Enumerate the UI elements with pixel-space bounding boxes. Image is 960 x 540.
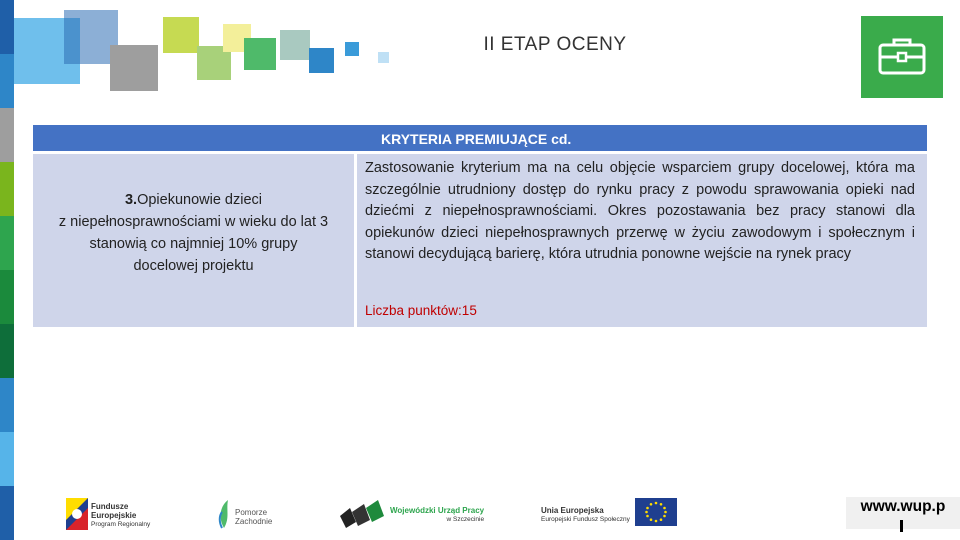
logo4-line2: Europejski Fundusz Społeczny bbox=[541, 516, 630, 523]
fe-flag-icon bbox=[66, 498, 88, 530]
criterion-number: 3. bbox=[124, 192, 138, 208]
description-cell bbox=[357, 154, 927, 327]
criterion-cell bbox=[33, 154, 354, 327]
criteria-table bbox=[33, 125, 927, 318]
criterion-line-2: z niepełnosprawnościami w wieku do lat 3 bbox=[58, 214, 329, 230]
table-header: KRYTERIA PREMIUJĄCE cd. bbox=[33, 125, 927, 151]
logo1-line2: Europejskie bbox=[91, 511, 137, 520]
criterion-line-4: docelowej projektu bbox=[133, 258, 254, 274]
briefcase-icon bbox=[877, 36, 927, 76]
criterion-line-3: stanowią co najmniej 10% grupy bbox=[89, 236, 298, 252]
logo2-line1: Pomorze bbox=[235, 508, 268, 517]
logo1-line1: Fundusze bbox=[91, 502, 129, 511]
page-title: II ETAP OCENY bbox=[483, 34, 627, 55]
eu-flag-icon bbox=[635, 498, 677, 526]
logo-wup-szczecin bbox=[338, 498, 484, 528]
logo3-line1: Wojewódzki Urząd Pracy bbox=[390, 506, 485, 515]
criterion-line-1: Opiekunowie dzieci bbox=[137, 192, 263, 208]
logo2-line2: Zachodnie bbox=[235, 517, 273, 526]
logo1-line3: Program Regionalny bbox=[91, 521, 151, 528]
website-link[interactable]: www.wup.p bbox=[846, 497, 960, 529]
wup-blocks-icon bbox=[338, 498, 386, 528]
logo-unia-europejska bbox=[541, 498, 677, 526]
logo3-line2: w Szczecinie bbox=[446, 516, 485, 523]
website-link-tail bbox=[900, 520, 903, 532]
criterion-name bbox=[33, 189, 354, 277]
corner-tile bbox=[861, 16, 943, 98]
logo-fundusze-europejskie bbox=[66, 498, 150, 530]
points-label: Liczba punktów:15 bbox=[365, 303, 477, 318]
logo-pomorze-zachodnie bbox=[216, 498, 272, 530]
pomorze-leaf-icon bbox=[216, 498, 232, 530]
logo4-line1: Unia Europejska bbox=[541, 506, 604, 515]
criterion-description: Zastosowanie kryterium ma na celu objęcie wsparciem grupy docelowej, która ma szczególnie utrudniony dostęp do rynku pracy z powodu sprawowania opieki nad dziećmi z niepełnosprawnościami. Okres pozostawania bez pracy stanowi dla opiekunów dzieci niepełnosprawnych przerwę w życiu zawodowym i społecznym i stanowi decydującą barierę, która utrudnia ponowne wejście na rynek pracy bbox=[365, 160, 915, 262]
